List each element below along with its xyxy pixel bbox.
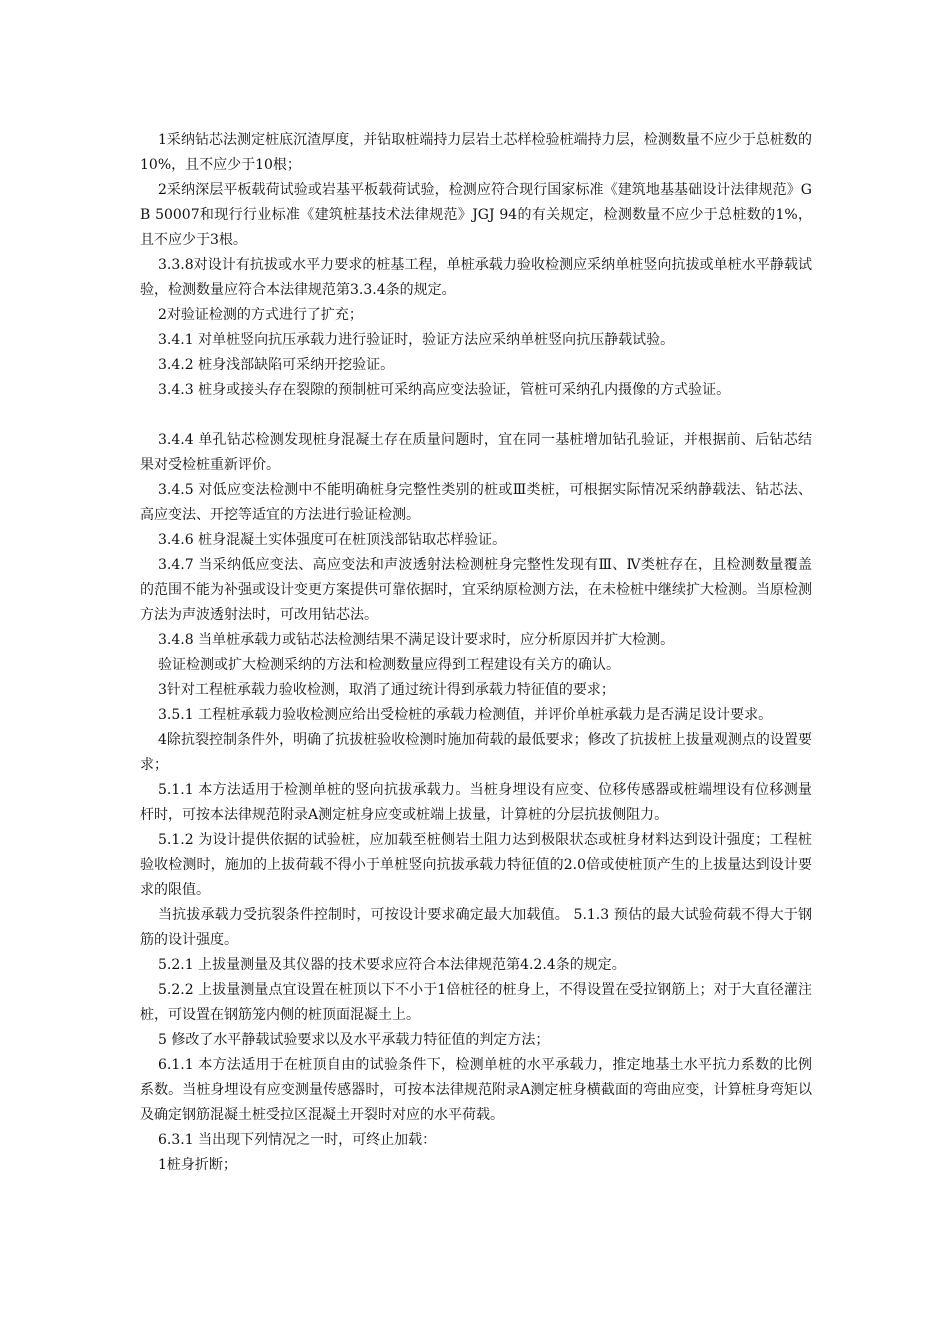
paragraph-5-1-2: 5.1.2 为设计提供依据的试验桩，应加载至桩侧岩土阻力达到极限状态或桩身材料达到设计强度；工程桩验收检测时，施加的上拔荷载不得小于单桩竖向抗拔承载力特征值的2.0倍或使桩顶产生的上拔量达到设计要求的限值。 <box>140 832 812 898</box>
paragraph-pile-break: 1桩身折断； <box>158 1157 237 1173</box>
paragraph-3-4-4: 3.4.4 单孔钻芯检测发现桩身混凝土存在质量问题时，宜在同一基桩增加钻孔验证，并根据前、后钻芯结果对受检桩重新评价。 <box>140 432 812 473</box>
paragraph-3-4-8: 3.4.8 当单桩承载力或钻芯法检测结果不满足设计要求时，应分析原因并扩大检测。 <box>158 632 675 648</box>
paragraph-3-3-8: 3.3.8对设计有抗拔或水平力要求的桩基工程，单桩承载力验收检测应采纳单桩竖向抗拔或单桩水平静载试验，检测数量应符合本法律规范第3.3.4条的规定。 <box>140 257 812 298</box>
paragraph-5-2-1: 5.2.1 上拔量测量及其仪器的技术要求应符合本法律规范第4.2.4条的规定。 <box>158 957 626 973</box>
paragraph-6-3-1: 6.3.1 当出现下列情况之一时，可终止加载： <box>158 1132 437 1148</box>
paragraph-core-drilling: 1采纳钻芯法测定桩底沉渣厚度，并钻取桩端持力层岩土芯样检验桩端持力层，检测数量不应少于总桩数的10%，且不应少于10根； <box>140 132 812 173</box>
paragraph-5-2-2: 5.2.2 上拔量测量点宜设置在桩顶以下不小于1倍桩径的桩身上，不得设置在受拉钢筋上；对于大直径灌注桩，可设置在钢筋笼内侧的桩顶面混凝土上。 <box>140 982 812 1023</box>
paragraph-uplift-change: 4除抗裂控制条件外，明确了抗拔桩验收检测时施加荷载的最低要求；修改了抗拔桩上拔量观测点的设置要求； <box>140 732 812 773</box>
paragraph-3-4-3: 3.4.3 桩身或接头存在裂隙的预制桩可采纳高应变法验证，管桩可采纳孔内摄像的方式验证。 <box>158 382 731 398</box>
paragraph-3-4-2: 3.4.2 桩身浅部缺陷可采纳开挖验证。 <box>158 357 395 373</box>
paragraph-3-4-1: 3.4.1 对单桩竖向抗压承载力进行验证时，验证方法应采纳单桩竖向抗压静载试验。 <box>158 332 675 348</box>
paragraph-3-4-7: 3.4.7 当采纳低应变法、高应变法和声波透射法检测桩身完整性发现有Ⅲ、Ⅳ类桩存在，且检测数量覆盖的范围不能为补强或设计变更方案提供可靠依据时，宜采纳原检测方法，在未检桩中继续扩大检测。当原检测方法为声波透射法时，可改用钻芯法。 <box>140 557 812 623</box>
paragraph-3-4-5: 3.4.5 对低应变法检测中不能明确桩身完整性类别的桩或Ⅲ类桩，可根据实际情况采纳静载法、钻芯法、高应变法、开挖等适宜的方法进行验证检测。 <box>140 482 812 523</box>
paragraph-confirmation: 验证检测或扩大检测采纳的方法和检测数量应得到工程建设有关方的确认。 <box>158 657 620 673</box>
paragraph-plate-load-test: 2采纳深层平板载荷试验或岩基平板载荷试验，检测应符合现行国家标准《建筑地基基础设计法律规范》GB 50007和现行行业标准《建筑桩基技术法律规范》JGJ 94的有关规定，检测数量不应少于总桩数的1%，且不应少于3根。 <box>140 182 812 248</box>
paragraph-bearing-capacity-change: 3针对工程桩承载力验收检测，取消了通过统计得到承载力特征值的要求； <box>158 682 615 698</box>
paragraph-5-1-3: 当抗拔承载力受抗裂条件控制时，可按设计要求确定最大加载值。 5.1.3 预估的最大试验荷载不得大于钢筋的设计强度。 <box>140 907 812 948</box>
paragraph-3-4-6: 3.4.6 桩身混凝土实体强度可在桩顶浅部钻取芯样验证。 <box>158 532 507 548</box>
document-body <box>140 128 812 1178</box>
paragraph-6-1-1: 6.1.1 本方法适用于在桩顶自由的试验条件下，检测单桩的水平承载力，推定地基土水平抗力系数的比例系数。当桩身埋设有应变测量传感器时，可按本法律规范附录A测定桩身横截面的弯曲应变，计算桩身弯矩以及确定钢筋混凝土桩受拉区混凝土开裂时对应的水平荷载。 <box>140 1057 812 1123</box>
paragraph-3-5-1: 3.5.1 工程桩承载力验收检测应给出受检桩的承载力检测值，并评价单桩承载力是否满足设计要求。 <box>158 707 773 723</box>
paragraph-verification-expansion: 2对验证检测的方式进行了扩充； <box>158 307 363 323</box>
blank-line <box>140 403 812 428</box>
paragraph-5-1-1: 5.1.1 本方法适用于检测单桩的竖向抗拔承载力。当桩身埋设有应变、位移传感器或桩端埋设有位移测量杆时，可按本法律规范附录A测定桩身应变或桩端上拔量，计算桩的分层抗拔侧阻力。 <box>140 782 812 823</box>
paragraph-horizontal-load-change: 5 修改了水平静载试验要求以及水平承载力特征值的判定方法； <box>158 1032 550 1048</box>
